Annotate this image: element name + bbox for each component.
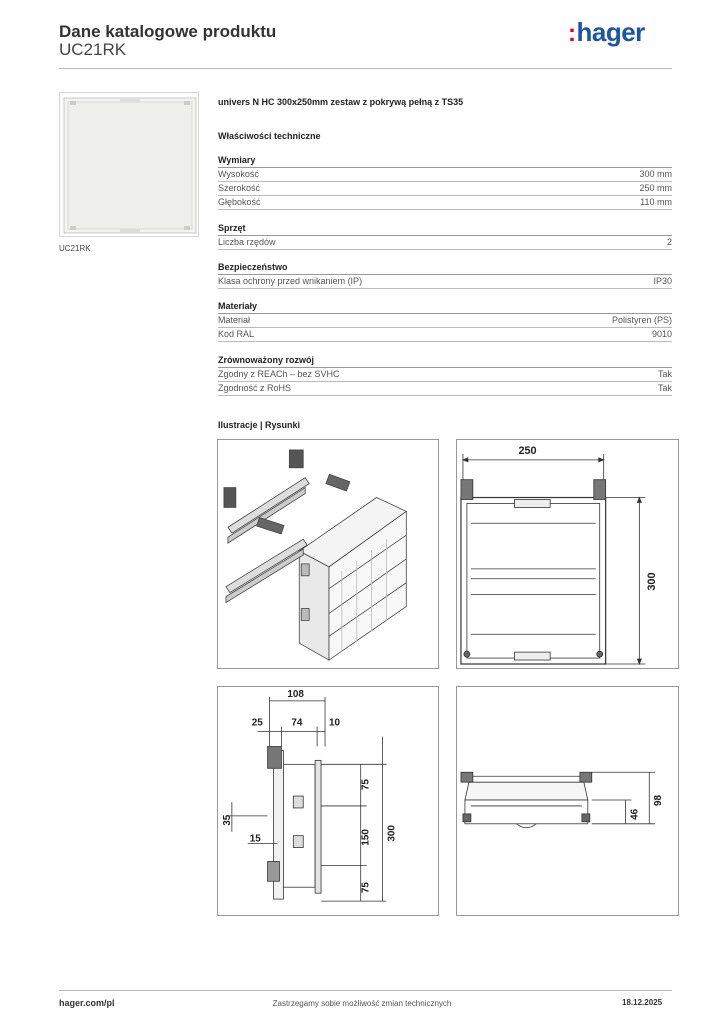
spec-label: Głębokość [218, 197, 261, 207]
spec-row [218, 382, 672, 396]
dim-25-label: 25 [251, 717, 263, 729]
product-description: univers N HC 300x250mm zestaw z pokrywą pełną z TS35 [218, 97, 464, 107]
spec-group-title: Bezpieczeństwo [218, 261, 672, 275]
dim-15-label: 15 [249, 833, 261, 845]
spec-label: Materiał [218, 315, 251, 325]
footer-notice: Zastrzegamy sobie możliwość zmian technicznych [272, 999, 452, 1008]
spec-row [218, 314, 672, 328]
spec-group-safety [218, 261, 672, 289]
spec-group-dimensions [218, 154, 672, 210]
spec-group-title: Sprzęt [218, 222, 672, 236]
spec-value: 110 mm [640, 197, 672, 207]
spec-group-title: Wymiary [218, 154, 672, 168]
spec-value: Tak [657, 369, 672, 379]
dim-108-label: 108 [287, 688, 304, 700]
spec-label: Szerokość [218, 183, 261, 193]
spec-label: Zgodny z REACh – bez SVHC [218, 369, 340, 379]
specs-heading: Właściwości techniczne [218, 131, 321, 141]
spec-row [218, 182, 672, 196]
spec-row [218, 328, 672, 342]
spec-row [218, 275, 672, 289]
dim-height-label: 300 [646, 572, 659, 591]
spec-value: Polistyren (PS) [611, 315, 672, 325]
spec-value: 300 mm [639, 169, 672, 179]
footer-website-link[interactable]: hager.com/pl [59, 998, 115, 1008]
product-code: UC21RK [59, 40, 127, 59]
spec-label: Wysokość [218, 169, 259, 179]
spec-group-title: Materiały [218, 300, 672, 314]
hager-logo[interactable] [568, 17, 645, 48]
spec-label: Kod RAL [218, 329, 255, 339]
dim-10-label: 10 [328, 717, 341, 729]
spec-label: Zgodność z RoHS [218, 383, 292, 393]
product-image [59, 92, 199, 237]
page-title: Dane katalogowe produktu [59, 22, 277, 41]
spec-row [218, 168, 672, 182]
spec-value: IP30 [653, 276, 672, 286]
footer-date: 18.12.2025 [622, 998, 663, 1007]
spec-value: 250 mm [639, 183, 672, 193]
dim-75a-label: 75 [360, 779, 372, 791]
spec-label: Klasa ochrony przed wnikaniem (IP) [218, 276, 363, 286]
spec-row [218, 368, 672, 382]
spec-group-title: Zrównoważony rozwój [218, 354, 672, 368]
spec-row [218, 196, 672, 210]
footer-divider [59, 990, 672, 991]
dim-74-label: 74 [291, 717, 303, 729]
logo-text: hager [576, 17, 645, 47]
dim-46-label: 46 [629, 808, 641, 820]
spec-row [218, 236, 672, 250]
logo-dots: : [568, 20, 576, 47]
spec-group-materials [218, 300, 672, 342]
drawing-top-view [456, 686, 679, 916]
drawing-front-view [456, 439, 679, 669]
dim-98-label: 98 [653, 794, 665, 806]
spec-label: Liczba rzędów [218, 237, 276, 247]
dim-35-label: 35 [221, 814, 233, 826]
product-image-label: UC21RK [59, 244, 91, 253]
dim-75b-label: 75 [360, 882, 372, 894]
dim-300-label: 300 [386, 825, 398, 842]
drawing-exploded-view [217, 439, 439, 669]
dim-width-label: 250 [518, 444, 537, 457]
header-divider [59, 68, 672, 69]
spec-value: Tak [657, 383, 672, 393]
spec-value: 9010 [651, 329, 672, 339]
spec-value: 2 [666, 237, 672, 247]
spec-group-sustainability [218, 354, 672, 396]
illustrations-heading: Ilustracje | Rysunki [218, 420, 301, 430]
spec-group-equipment [218, 222, 672, 250]
drawing-side-view [217, 686, 439, 916]
dim-150-label: 150 [360, 829, 372, 846]
